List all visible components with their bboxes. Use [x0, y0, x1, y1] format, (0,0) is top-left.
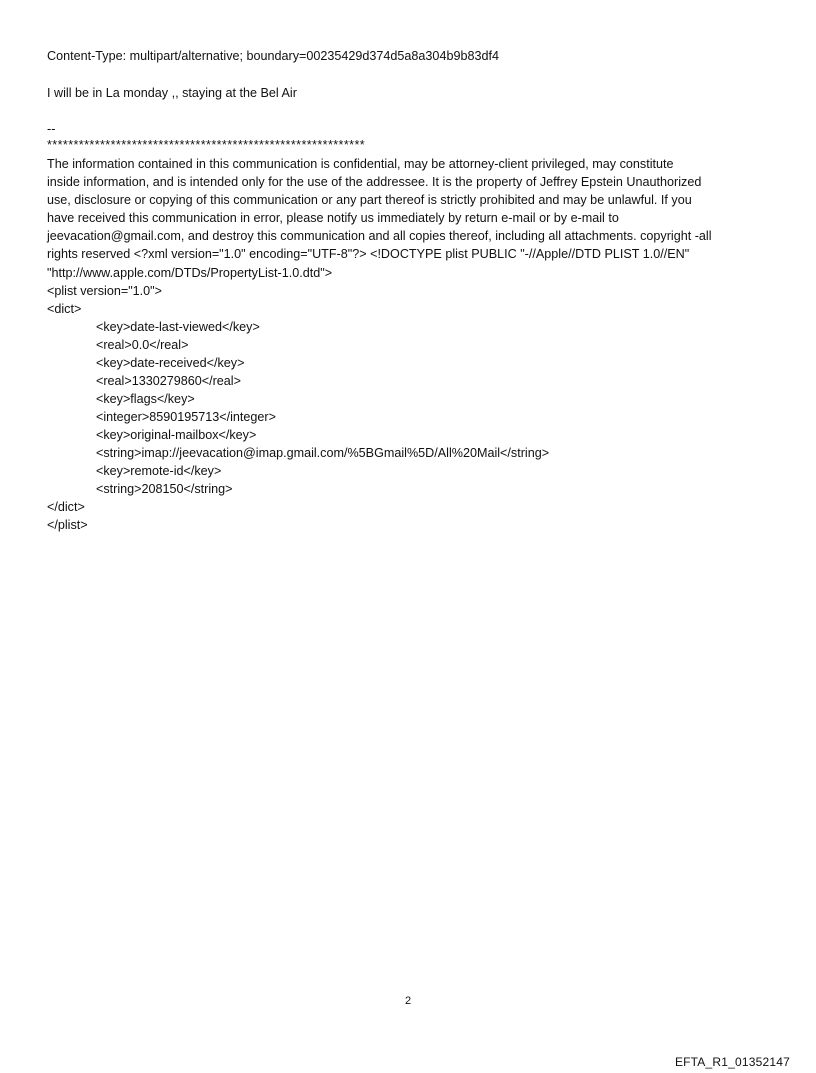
disclaimer-line: "http://www.apple.com/DTDs/PropertyList-1.0.dtd"> [47, 265, 333, 280]
stars-separator: ************************************************************ [47, 138, 366, 152]
dict-item: <integer>8590195713</integer> [96, 410, 276, 424]
disclaimer-paragraph [47, 155, 769, 282]
dict-item: <key>date-received</key> [96, 356, 245, 370]
document-page [47, 0, 787, 1073]
message-line: I will be in La monday ,, staying at the Bel Air [47, 86, 297, 100]
disclaimer-line: have received this communication in error, please notify us immediately by return e-mail or by e-mail to [47, 211, 619, 226]
disclaimer-line: rights reserved <?xml version="1.0" encoding="UTF-8"?> <!DOCTYPE plist PUBLIC "-//Apple//DTD PLIST 1.0//EN" [47, 247, 690, 262]
dict-item: <string>imap://jeevacation@imap.gmail.com/%5BGmail%5D/All%20Mail</string> [96, 446, 550, 460]
disclaimer-line: jeevacation@gmail.com, and destroy this communication and all copies thereof, including all attachments. copyright -all [47, 229, 712, 244]
disclaimer-line: use, disclosure or copying of this communication or any part thereof is strictly prohibited and may be unlawful. If you [47, 193, 692, 208]
page-number: 2 [404, 995, 412, 1007]
plist-open-tag: <plist version="1.0"> [47, 284, 163, 298]
content-type-line: Content-Type: multipart/alternative; boundary=00235429d374d5a8a304b9b83df4 [47, 49, 499, 63]
dict-item: <string>208150</string> [96, 482, 233, 496]
disclaimer-line: inside information, and is intended only for the use of the addressee. It is the property of Jeffrey Epstein Unauthorized [47, 175, 702, 190]
dict-item: <key>date-last-viewed</key> [96, 320, 260, 334]
plist-close-tag: </plist> [47, 518, 88, 532]
dict-item: <real>0.0</real> [96, 338, 189, 352]
dict-open-tag: <dict> [47, 302, 82, 316]
document-id-footer: EFTA_R1_01352147 [674, 1055, 790, 1069]
dict-close-tag: </dict> [47, 500, 85, 514]
dict-item: <key>remote-id</key> [96, 464, 222, 478]
dict-item: <key>flags</key> [96, 392, 195, 406]
signature-dashes: -- [47, 122, 56, 136]
dict-item: <real>1330279860</real> [96, 374, 241, 388]
disclaimer-line: The information contained in this communication is confidential, may be attorney-client privileged, may constitute [47, 157, 674, 171]
dict-item: <key>original-mailbox</key> [96, 428, 257, 442]
